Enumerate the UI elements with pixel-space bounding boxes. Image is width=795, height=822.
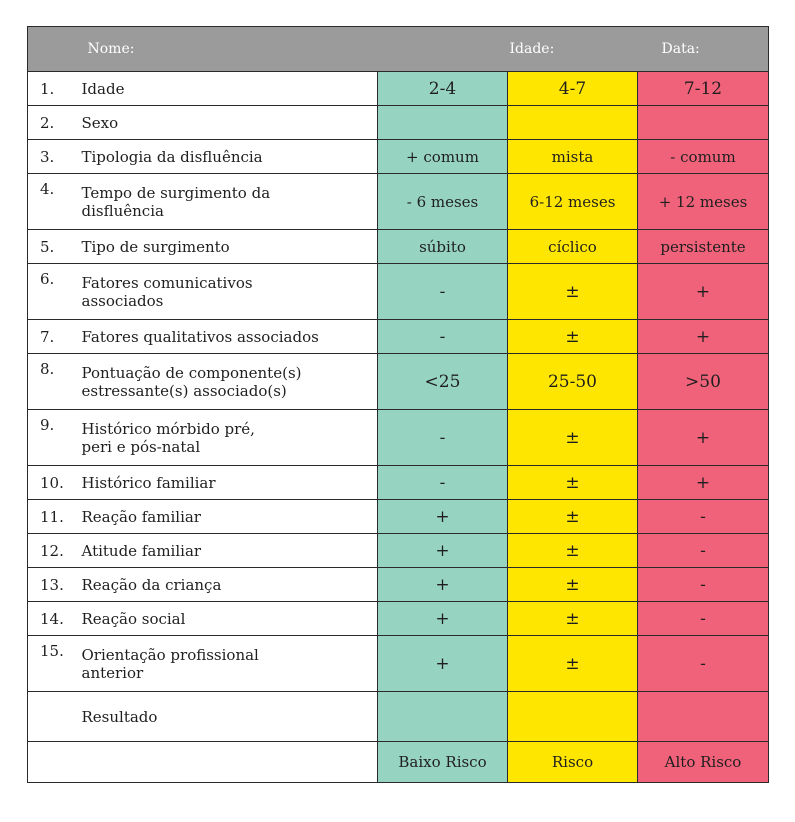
risk-cell-low: 2-4 <box>378 72 508 106</box>
risk-cell-mid: ± <box>508 602 638 636</box>
row-label: Atitude familiar <box>80 534 378 568</box>
row-number: 7. <box>28 320 80 354</box>
row-label: Fatores qualitativos associados <box>80 320 378 354</box>
row-number: 6. <box>28 264 80 320</box>
risk-cell-mid: ± <box>508 500 638 534</box>
row-number: 5. <box>28 230 80 264</box>
risk-cell-high: >50 <box>638 354 769 410</box>
risk-cell-low: - <box>378 466 508 500</box>
row-label: Histórico mórbido pré, peri e pós-natal <box>80 410 378 466</box>
risk-cell-low: - <box>378 320 508 354</box>
risk-cell-mid <box>508 106 638 140</box>
row-number: 14. <box>28 602 80 636</box>
risk-cell-low <box>378 106 508 140</box>
table-row <box>28 106 769 140</box>
row-number: 4. <box>28 174 80 230</box>
table-row <box>28 354 769 410</box>
risk-cell-low: súbito <box>378 230 508 264</box>
risk-cell-mid: mista <box>508 140 638 174</box>
row-label: Tipologia da disfluência <box>80 140 378 174</box>
result-high-cell <box>638 692 769 742</box>
row-label: Orientação profissional anterior <box>80 636 378 692</box>
row-label: Reação da criança <box>80 568 378 602</box>
risk-cell-mid: ± <box>508 466 638 500</box>
risk-cell-mid: ± <box>508 264 638 320</box>
row-number: 3. <box>28 140 80 174</box>
risk-cell-mid: 25-50 <box>508 354 638 410</box>
row-number: 10. <box>28 466 80 500</box>
table-row <box>28 264 769 320</box>
table-row <box>28 602 769 636</box>
risk-table <box>27 26 769 783</box>
result-mid-cell <box>508 692 638 742</box>
result-label: Resultado <box>80 692 378 742</box>
risk-cell-mid: cíclico <box>508 230 638 264</box>
table-row <box>28 140 769 174</box>
table-row <box>28 230 769 264</box>
table-row <box>28 320 769 354</box>
risk-cell-low: + comum <box>378 140 508 174</box>
result-row <box>28 692 769 742</box>
footer-row <box>28 742 769 783</box>
risk-cell-mid: ± <box>508 636 638 692</box>
risk-cell-mid: ± <box>508 534 638 568</box>
row-label: Pontuação de componente(s) estressante(s) associado(s) <box>80 354 378 410</box>
row-label: Histórico familiar <box>80 466 378 500</box>
risk-cell-high: + 12 meses <box>638 174 769 230</box>
header-row <box>28 27 769 72</box>
risk-cell-low: + <box>378 534 508 568</box>
table-row <box>28 410 769 466</box>
row-number: 2. <box>28 106 80 140</box>
table-row <box>28 500 769 534</box>
table-row <box>28 72 769 106</box>
row-number: 11. <box>28 500 80 534</box>
row-label: Reação social <box>80 602 378 636</box>
risk-cell-low: + <box>378 602 508 636</box>
risk-cell-mid: 4-7 <box>508 72 638 106</box>
risk-cell-mid: ± <box>508 410 638 466</box>
risk-cell-high: - comum <box>638 140 769 174</box>
row-number: 9. <box>28 410 80 466</box>
risk-cell-low: - <box>378 264 508 320</box>
risk-cell-high: - <box>638 568 769 602</box>
risk-cell-high: persistente <box>638 230 769 264</box>
risk-cell-low: <25 <box>378 354 508 410</box>
risk-cell-mid: ± <box>508 568 638 602</box>
risk-label: Risco <box>508 742 638 783</box>
risk-cell-mid: 6-12 meses <box>508 174 638 230</box>
table-row <box>28 636 769 692</box>
row-number: 15. <box>28 636 80 692</box>
row-label: Sexo <box>80 106 378 140</box>
risk-cell-high: + <box>638 410 769 466</box>
row-number: 12. <box>28 534 80 568</box>
row-label: Idade <box>80 72 378 106</box>
risk-cell-low: + <box>378 636 508 692</box>
table-row <box>28 568 769 602</box>
name-label: Nome: <box>80 27 378 72</box>
low-risk-label: Baixo Risco <box>378 742 508 783</box>
row-label: Tempo de surgimento da disfluência <box>80 174 378 230</box>
risk-cell-mid: ± <box>508 320 638 354</box>
risk-cell-high: - <box>638 500 769 534</box>
risk-cell-low: - 6 meses <box>378 174 508 230</box>
row-label: Reação familiar <box>80 500 378 534</box>
table-row <box>28 174 769 230</box>
risk-cell-low: - <box>378 410 508 466</box>
risk-cell-low: + <box>378 568 508 602</box>
risk-cell-low: + <box>378 500 508 534</box>
age-label: Idade: <box>508 27 638 72</box>
result-low-cell <box>378 692 508 742</box>
table-row <box>28 466 769 500</box>
high-risk-label: Alto Risco <box>638 742 769 783</box>
row-number: 13. <box>28 568 80 602</box>
row-number: 8. <box>28 354 80 410</box>
risk-cell-high: + <box>638 466 769 500</box>
risk-assessment-form <box>27 26 768 783</box>
date-label: Data: <box>638 27 769 72</box>
risk-cell-high: + <box>638 264 769 320</box>
row-label: Fatores comunicativos associados <box>80 264 378 320</box>
risk-cell-high: - <box>638 602 769 636</box>
risk-cell-high: 7-12 <box>638 72 769 106</box>
table-row <box>28 534 769 568</box>
risk-cell-high <box>638 106 769 140</box>
risk-cell-high: + <box>638 320 769 354</box>
row-label: Tipo de surgimento <box>80 230 378 264</box>
risk-cell-high: - <box>638 636 769 692</box>
row-number: 1. <box>28 72 80 106</box>
risk-cell-high: - <box>638 534 769 568</box>
